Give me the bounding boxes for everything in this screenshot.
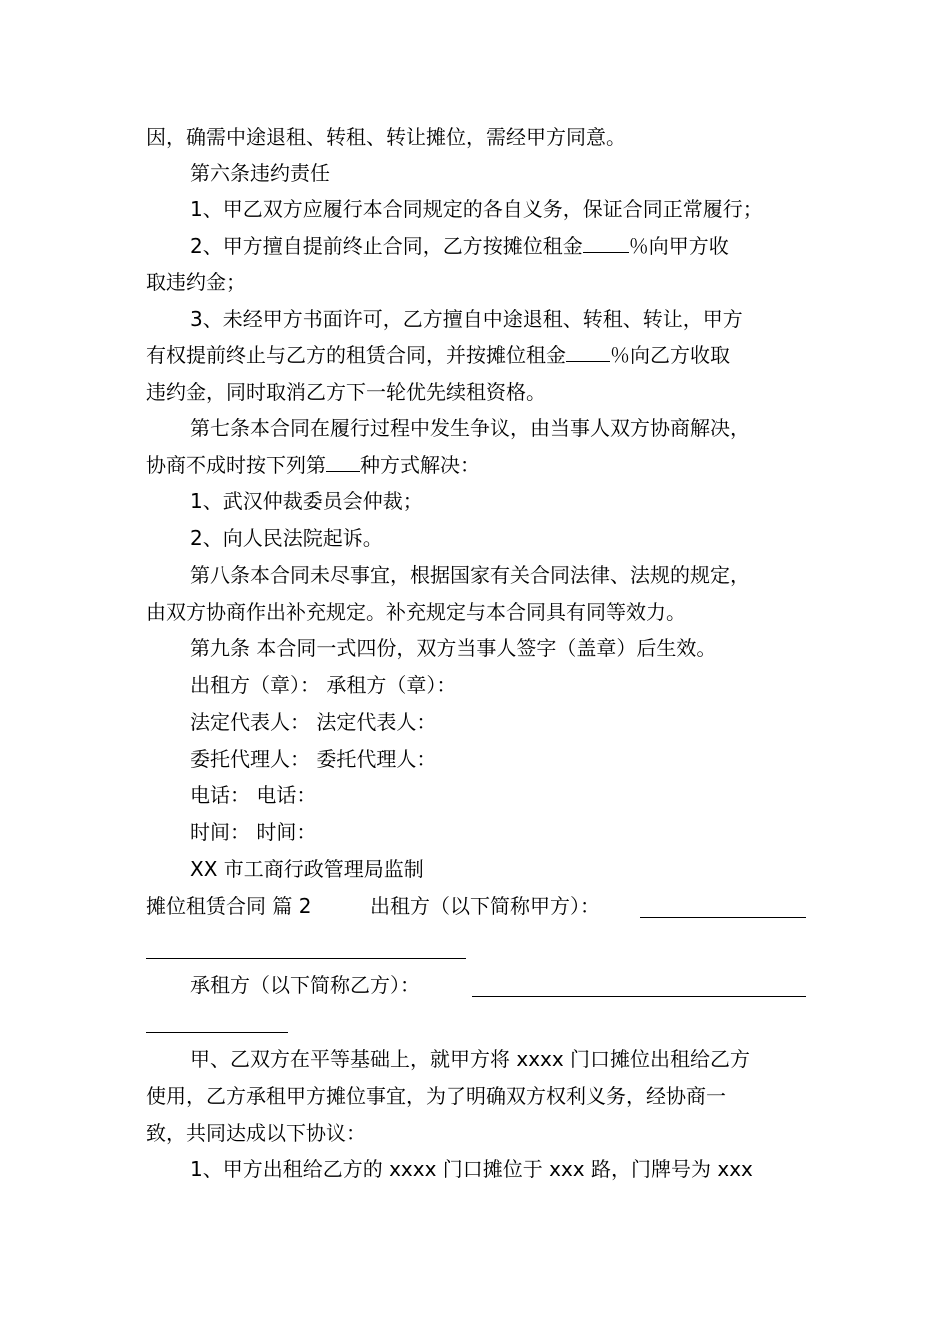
signature-line: 法定代表人： 法定代表人： bbox=[190, 710, 437, 734]
signature-line: 出租方（章）： 承租方（章）： bbox=[190, 673, 457, 697]
blank-field bbox=[326, 451, 360, 472]
text-line: 1、武汉仲裁委员会仲裁； bbox=[190, 489, 423, 513]
blank-field bbox=[146, 958, 466, 959]
text-line: 违约金，同时取消乙方下一轮优先续租资格。 bbox=[146, 380, 546, 404]
text-line: 取违约金； bbox=[146, 270, 246, 294]
lessor-label: 出租方（以下简称甲方）： bbox=[370, 894, 600, 918]
article-heading: 第六条违约责任 bbox=[190, 161, 330, 185]
text-line: 甲、乙双方在平等基础上，就甲方将 xxxx 门口摊位出租给乙方 bbox=[190, 1047, 751, 1071]
supervisor-note: XX 市工商行政管理局监制 bbox=[190, 857, 424, 881]
text-line: 2、向人民法院起诉。 bbox=[190, 526, 383, 550]
article-heading: 第七条本合同在履行过程中发生争议，由当事人双方协商解决， bbox=[190, 416, 750, 440]
signature-line: 时间： 时间： bbox=[190, 820, 317, 844]
text-line: 1、甲乙双方应履行本合同规定的各自义务，保证合同正常履行； bbox=[190, 197, 763, 221]
blank-field bbox=[566, 341, 610, 362]
text-line: 使用，乙方承租甲方摊位事宜，为了明确双方权利义务，经协商一 bbox=[146, 1084, 726, 1108]
text-fragment: 2、甲方擅自提前终止合同，乙方按摊位租金 bbox=[190, 234, 583, 258]
blank-field bbox=[640, 917, 806, 918]
text-line bbox=[190, 232, 729, 260]
text-fragment: 协商不成时按下列第 bbox=[146, 453, 326, 477]
text-line bbox=[146, 341, 730, 369]
text-line: 3、未经甲方书面许可，乙方擅自中途退租、转租、转让，甲方 bbox=[190, 307, 743, 331]
section-title: 摊位租赁合同 篇 2 bbox=[146, 894, 312, 918]
text-fragment: ％向乙方收取 bbox=[610, 343, 730, 367]
blank-field bbox=[146, 1032, 288, 1033]
text-line bbox=[146, 451, 480, 479]
article-heading: 第八条本合同未尽事宜，根据国家有关合同法律、法规的规定， bbox=[190, 563, 750, 587]
text-line: 致，共同达成以下协议： bbox=[146, 1121, 366, 1145]
article-heading: 第九条 本合同一式四份，双方当事人签字（盖章）后生效。 bbox=[190, 636, 717, 660]
signature-line: 委托代理人： 委托代理人： bbox=[190, 747, 437, 771]
blank-field bbox=[472, 996, 806, 997]
text-fragment: ％向甲方收 bbox=[628, 234, 729, 258]
text-fragment: 种方式解决： bbox=[360, 453, 480, 477]
text-line: 因，确需中途退租、转租、转让摊位，需经甲方同意。 bbox=[146, 125, 626, 149]
signature-line: 电话： 电话： bbox=[190, 783, 317, 807]
lessee-label: 承租方（以下简称乙方）： bbox=[190, 973, 420, 997]
blank-field bbox=[583, 232, 629, 253]
text-line: 由双方协商作出补充规定。补充规定与本合同具有同等效力。 bbox=[146, 600, 686, 624]
text-line: 1、甲方出租给乙方的 xxxx 门口摊位于 xxx 路，门牌号为 xxx bbox=[190, 1157, 753, 1181]
text-fragment: 有权提前终止与乙方的租赁合同，并按摊位租金 bbox=[146, 343, 566, 367]
